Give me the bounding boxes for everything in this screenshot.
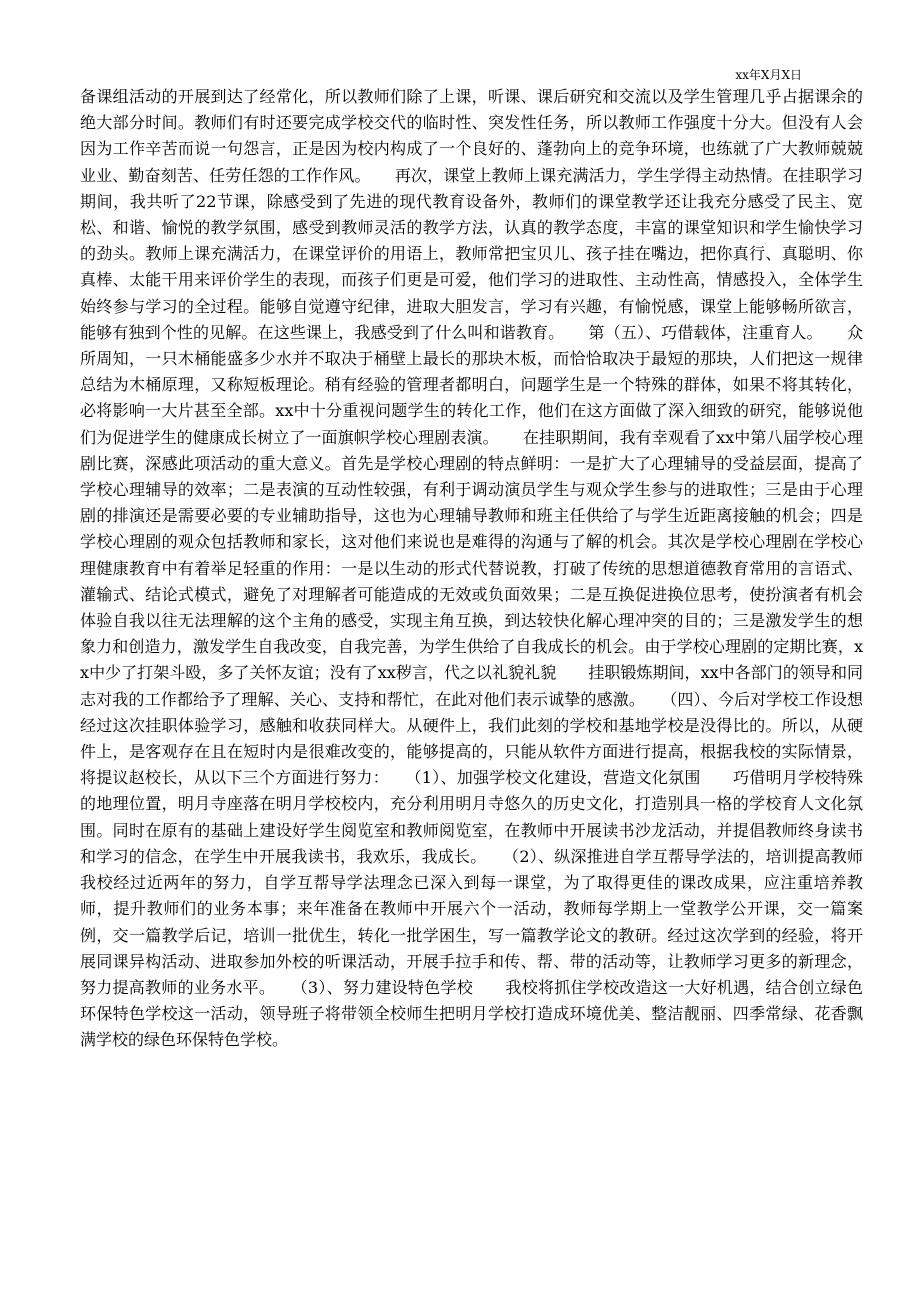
header-date: xx年X月X日 [735,68,802,82]
document-body-text: 备课组活动的开展到达了经常化，所以教师们除了上课，听课、课后研究和交流以及学生管理几乎占据课余的绝大部分时间。教师们有时还要完成学校交代的临时性、突发性任务，所以教师工作强度十分大。但没有人会因为工作辛苦而说一句怨言，正是因为校内构成了一个良好的、蓬勃向上的竞争环境，也练就了广大教师兢兢业业、勤奋刻苦、任劳任怨的工作作风。 再次，课堂上教师上课充满活力，学生学得主动热情。在挂职学习期间，我共听了22节课，除感受到了先进的现代教育设备外，教师们的课堂教学还让我充分感受了民主、宽松、和谐、愉悦的教学氛围，感受到教师灵活的教学方法，认真的教学态度，丰富的课堂知识和学生愉快学习的劲头。教师上课充满活力，在课堂评价的用语上，教师常把宝贝儿、孩子挂在嘴边，把你真行、真聪明、你真棒、太能干用来评价学生的表现，而孩子们更是可爱，他们学习的进取性、主动性高，情感投入，全体学生始终参与学习的全过程。能够自觉遵守纪律，进取大胆发言，学习有兴趣，有愉悦感，课堂上能够畅所欲言，能够有独到个性的见解。在这些课上，我感受到了什么叫和谐教育。 第（五）、巧借载体，注重育人。 众所周知，一只木桶能盛多少水并不取决于桶壁上最长的那块木板，而恰恰取决于最短的那块，人们把这一规律总结为木桶原理，又称短板理论。稍有经验的管理者都明白，问题学生是一个特殊的群体，如果不将其转化，必将影响一大片甚至全部。xx中十分重视问题学生的转化工作，他们在这方面做了深入细致的研究，能够说他们为促进学生的健康成长树立了一面旗帜学校心理剧表演。 在挂职期间，我有幸观看了xx中第八届学校心理剧比赛，深感此项活动的重大意义。首先是学校心理剧的特点鲜明：一是扩大了心理辅导的受益层面，提高了学校心理辅导的效率；二是表演的互动性较强，有利于调动演员学生与观众学生参与的进取性；三是由于心理剧的排演还是需要必要的专业辅助指导，这也为心理辅导教师和班主任供给了与学生近距离接触的机会；四是学校心理剧的观众包括教师和家长，这对他们来说也是难得的沟通与了解的机会。其次是学校心理剧在学校心理健康教育中有着举足轻重的作用：一是以生动的形式代替说教，打破了传统的思想道德教育常用的言语式、灌输式、结论式模式，避免了对理解者可能造成的无效或负面效果；二是互换促进换位思考，使扮演者有机会体验自我以往无法理解的这个主角的感受，实现主角互换，到达较快化解心理冲突的目的；三是激发学生的想象力和创造力，激发学生自我改变，自我完善，为学生供给了自我成长的机会。由于学校心理剧的定期比赛，xx中少了打架斗殴，多了关怀友谊；没有了xx秽言，代之以礼貌礼貌 挂职锻炼期间，xx中各部门的领导和同志对我的工作都给予了理解、关心、支持和帮忙，在此对他们表示诚挚的感激。 （四）、今后对学校工作设想 经过这次挂职体验学习，感触和收获同样大。从硬件上，我们此刻的学校和基地学校是没得比的。所以，从硬件上，是客观存在且在短时内是很难改变的，能够提高的，只能从软件方面进行提高，根据我校的实际情景，将提议赵校长，从以下三个方面进行努力： （1）、加强学校文化建设，营造文化氛围 巧借明月学校特殊的地理位置，明月寺座落在明月学校校内，充分利用明月寺悠久的历史文化，打造别具一格的学校育人文化氛围。同时在原有的基础上建设好学生阅览室和教师阅览室，在教师中开展读书沙龙活动，并提倡教师终身读书和学习的信念，在学生中开展我读书，我欢乐，我成长。 （2）、纵深推进自学互帮导学法的，培训提高教师 我校经过近两年的努力，自学互帮导学法理念已深入到每一课堂，为了取得更佳的课改成果，应注重培养教师，提升教师们的业务本事；来年准备在教师中开展六个一活动，教师每学期上一堂教学公开课，交一篇案例，交一篇教学后记，培训一批优生，转化一批学困生，写一篇教学论文的教研。经过这次学到的经验，将开展同课异构活动、进取参加外校的听课活动，开展手拉手和传、帮、带的活动等，让教师学习更多的新理念，努力提高教师的业务水平。 （3）、努力建设特色学校 我校将抓住学校改造这一大好机遇，结合创立绿色环保特色学校这一活动，领导班子将带领全校师生把明月学校打造成环境优美、整洁靓丽、四季常绿、花香飘满学校的绿色环保特色学校。 [80,87,896,1050]
